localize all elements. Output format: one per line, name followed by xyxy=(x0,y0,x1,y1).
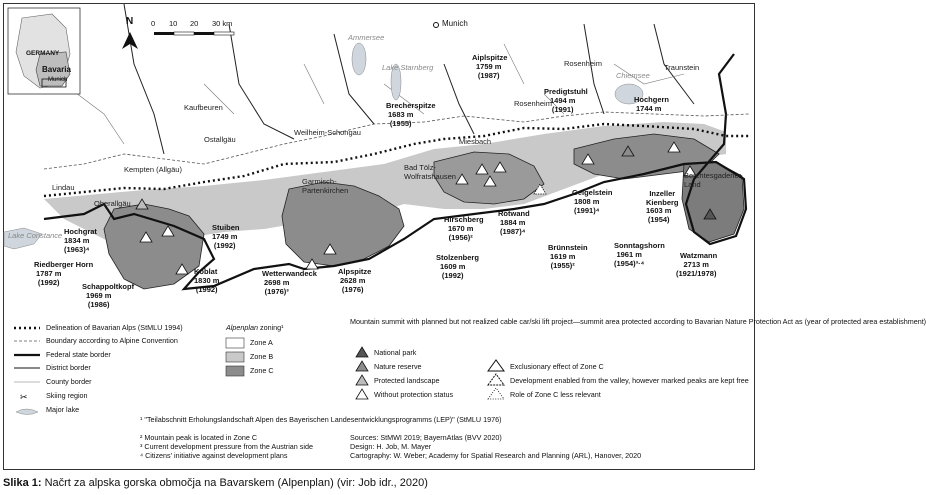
legend-skiing: Skiing region xyxy=(46,391,88,400)
scale-20: 20 xyxy=(190,19,199,28)
peak-hochgrat-name: Hochgrat xyxy=(64,227,97,236)
legend-without-protection: Without protection status xyxy=(374,390,454,399)
legend-zone-c: Zone C xyxy=(250,366,274,375)
legend-sym-exclusionary xyxy=(488,360,504,371)
legend xyxy=(4,316,926,471)
inset-bavaria-label: Bavaria xyxy=(42,65,71,74)
region-traunstein: Traunstein xyxy=(664,63,700,72)
legend-role-c: Role of Zone C less relevant xyxy=(510,390,601,399)
legend-sym-zone-b xyxy=(226,352,244,362)
peak-brecherspitze-info: 1683 m (1955) xyxy=(388,110,414,128)
peak-schappoltkopf-info: 1969 m (1986) xyxy=(86,291,112,309)
legend-national-park: National park xyxy=(374,348,417,357)
peak-hochgrat-info: 1834 m (1963)⁴ xyxy=(64,236,90,254)
peak-predigtstuhl-name: Predigtstuhl xyxy=(544,87,588,96)
city-munich: Munich xyxy=(442,19,468,28)
legend-zone-a: Zone A xyxy=(250,338,273,347)
inset-germany-label: GERMANY xyxy=(26,50,60,57)
legend-sym-national-park xyxy=(356,347,368,357)
peak-sonntagshorn-name: Sonntagshorn xyxy=(614,241,665,250)
legend-nature-reserve: Nature reserve xyxy=(374,362,422,371)
peak-wetterwandeck-info: 2698 m (1976)³ xyxy=(264,278,290,296)
peak-stuiben-name: Stuiben xyxy=(212,223,240,232)
legend-lake: Major lake xyxy=(46,405,80,414)
legend-sym-protected-landscape xyxy=(356,375,368,385)
peak-watzmann-info: 2713 m (1921/1978) xyxy=(676,260,717,278)
caption-label: Slika 1: xyxy=(3,477,42,489)
region-ostallgau: Ostallgäu xyxy=(204,135,236,144)
region-berchtesgaden: Berchtesgadener Land xyxy=(684,171,742,189)
munich-marker xyxy=(434,23,439,28)
peak-rotwand-name: Rotwand xyxy=(498,209,530,218)
peak-riedberger-info: 1787 m (1992) xyxy=(36,269,62,287)
legend-development: Development enabled from the valley, however marked peaks are kept free xyxy=(510,376,749,385)
legend-sym-zone-c xyxy=(226,366,244,376)
peak-geigelstein-name: Geigelstein xyxy=(572,188,613,197)
legend-sym-development xyxy=(488,374,504,385)
legend-delineation: Delineation of Bavarian Alps (StMLU 1994) xyxy=(46,323,183,332)
peak-brunnstein-name: Brünnstein xyxy=(548,243,588,252)
region-rosenheim-2: Rosenheim xyxy=(514,99,552,108)
legend-sym-zone-a xyxy=(226,338,244,348)
peak-watzmann-name: Watzmann xyxy=(680,251,718,260)
peak-rotwand-info: 1884 m (1987)⁴ xyxy=(500,218,526,236)
peak-geigelstein-info: 1808 m (1991)⁴ xyxy=(574,197,600,215)
peak-aiplspitze-info: 1759 m (1987) xyxy=(476,62,502,80)
peak-wetterwandeck-name: Wetterwandeck xyxy=(262,269,317,278)
lake-ammersee xyxy=(352,43,366,75)
legend-federal: Federal state border xyxy=(46,350,111,359)
region-garmisch: Garmisch- Partenkirchen xyxy=(302,177,349,195)
inset-munich-label: Munich xyxy=(48,77,68,83)
map-drawing xyxy=(4,4,756,316)
peak-inzeller-name: Inzeller Kienberg xyxy=(646,189,679,207)
peak-riedberger-name: Riedberger Horn xyxy=(34,260,94,269)
legend-sym-nature-reserve xyxy=(356,361,368,371)
legend-zone-b: Zone B xyxy=(250,352,274,361)
peak-stuiben-info: 1749 m (1992) xyxy=(212,232,238,250)
lake-chiemsee-label: Chiemsee xyxy=(616,71,650,80)
peak-alpspitze-info: 2628 m (1976) xyxy=(340,276,366,294)
scale-0: 0 xyxy=(151,19,156,28)
peak-alpspitze-name: Alpspitze xyxy=(338,267,372,276)
region-rosenheim-1: Rosenheim xyxy=(564,59,602,68)
peak-brunnstein-info: 1619 m (1955)² xyxy=(550,252,576,270)
peak-koblat-name: Koblat xyxy=(194,267,218,276)
footnote-4: ⁴ Citizens' initiative against development plans xyxy=(140,451,288,460)
figure-caption xyxy=(3,477,428,490)
legend-protected-landscape: Protected landscape xyxy=(374,376,440,385)
scale-bar xyxy=(154,32,234,35)
legend-sym-lake xyxy=(16,409,38,415)
region-kaufbeuren: Kaufbeuren xyxy=(184,103,223,112)
peak-hirschberg-name: Hirschberg xyxy=(444,215,484,224)
lake-starnberg-label: Lake Starnberg xyxy=(382,63,434,72)
lake-ammersee-label: Ammersee xyxy=(348,33,385,42)
north-label: N xyxy=(126,16,134,27)
legend-county: County border xyxy=(46,377,92,386)
source-line-1: Sources: StMWI 2019; BayernAtlas (BVV 2020) xyxy=(350,433,502,442)
footnote-3: ³ Current development pressure from the Austrian side xyxy=(140,442,313,451)
peak-sonntagshorn-info: 1961 m (1954)³·⁴ xyxy=(614,250,645,268)
peak-schappoltkopf-name: Schappoltkopf xyxy=(82,282,135,291)
peak-stolzenberg-name: Stolzenberg xyxy=(436,253,479,262)
lake-constance-label: Lake Constance xyxy=(8,231,63,240)
legend-sym-skiing-icon: ✂ xyxy=(20,393,28,403)
peak-hochgern-name: Hochgern xyxy=(634,95,670,104)
peak-predigtstuhl-info: 1494 m (1991) xyxy=(550,96,576,114)
caption-text: Načrt za alpska gorska območja na Bavarskem (Alpenplan) (vir: Job idr., 2020) xyxy=(41,477,428,489)
peak-inzeller-info: 1603 m (1954) xyxy=(646,206,672,224)
peak-stolzenberg-info: 1609 m (1992) xyxy=(440,262,466,280)
region-weilheim: Weilheim-Schongau xyxy=(294,128,361,137)
scale-10: 10 xyxy=(169,19,178,28)
legend-sym-role-c xyxy=(488,388,504,399)
region-badtolz: Bad Tölz- Wolfratshausen xyxy=(404,163,456,181)
peak-hochgern-info: 1744 m xyxy=(636,104,662,113)
peak-koblat-info: 1830 m (1992) xyxy=(194,276,220,294)
legend-zoning-title xyxy=(226,324,284,332)
scale-30: 30 km xyxy=(212,19,233,28)
region-miesbach: Miesbach xyxy=(459,137,492,146)
legend-convention: Boundary according to Alpine Convention xyxy=(46,336,178,345)
legend-summit-title: Mountain summit with planned but not realized cable car/ski lift project—summit area protected according to Bavarian Nature Protection Act as (year of protected area establishment) xyxy=(350,317,926,326)
region-oberallgau: Oberallgäu xyxy=(94,199,131,208)
peak-brecherspitze-name: Brecherspitze xyxy=(386,101,436,110)
region-kempten: Kempten (Allgäu) xyxy=(124,165,182,174)
peak-hirschberg-info: 1670 m (1956)² xyxy=(448,224,474,242)
legend-sym-without-protection xyxy=(356,389,368,399)
legend-zoning-title-italic: Alpenplan xyxy=(226,323,258,332)
footnote-2: ² Mountain peak is located in Zone C xyxy=(140,433,258,442)
source-line-3: Cartography: W. Weber; Academy for Spatial Research and Planning (ARL), Hanover, 2020 xyxy=(350,451,642,460)
north-arrow-icon xyxy=(122,32,138,49)
map xyxy=(4,4,756,316)
peak-aiplspitze-name: Aiplspitze xyxy=(472,53,508,62)
figure-frame xyxy=(3,3,926,470)
region-lindau: Lindau xyxy=(52,183,75,192)
legend-district: District border xyxy=(46,363,91,372)
footnote-1: ¹ "Teilabschnitt Erholungslandschaft Alpen des Bayerischen Landesentwicklungsprogramms (LEP)" (StMLU 1976) xyxy=(140,415,502,424)
legend-exclusionary: Exclusionary effect of Zone C xyxy=(510,362,604,371)
source-line-2: Design: H. Job, M. Mayer xyxy=(350,442,432,451)
legend-zoning-suffix: zoning¹ xyxy=(257,323,284,332)
